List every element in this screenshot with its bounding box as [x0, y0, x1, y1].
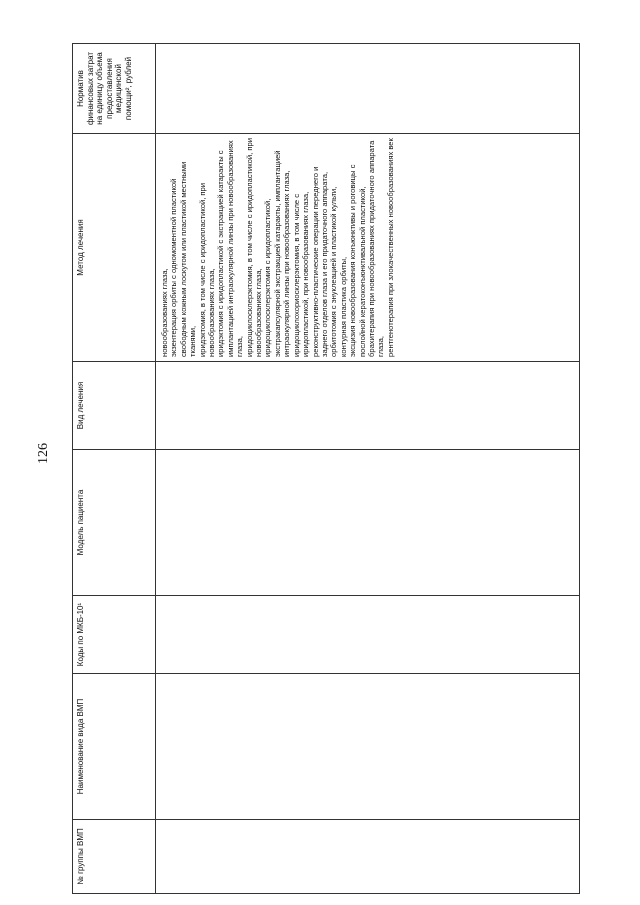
page-number: 126 — [36, 443, 51, 464]
cell-cost-norm — [156, 44, 580, 134]
method-item: иридоциклосклерэктомия, в том числе с иридопластикой, при новообразованиях глаза, — [244, 138, 264, 357]
cell-patient-model — [156, 450, 580, 596]
method-item: иридоциклохориосклерэктомия, в том числе с иридопластикой, при новообразованиях глаза, — [291, 191, 311, 357]
table-header-row — [73, 44, 156, 894]
method-item: иридэктомия, в том числе с иридопластикой, при новообразованиях глаза, — [197, 183, 217, 357]
header-treatment-method: Метод лечения — [73, 134, 156, 362]
vmp-table — [72, 43, 580, 894]
header-treatment-type: Вид лечения — [73, 362, 156, 450]
method-item: рентгенотерапия при злокачественных новообразованиях век — [385, 138, 395, 357]
cell-treatment-methods — [156, 134, 580, 362]
method-item: новообразованиях глаза, — [160, 268, 169, 357]
header-patient-model: Модель пациента — [73, 450, 156, 596]
method-item: экзентерация орбиты с одномоментной пластикой свободным кожным лоскутом или пластикой местными тканями, — [169, 161, 198, 357]
method-item: контурная пластика орбиты, — [338, 256, 348, 357]
method-item: иридэктомия с иридопластикой с экстракцией катаракты с имплантацией интраокулярной линзы при новообразованиях глаза, — [216, 140, 245, 357]
cell-mkb-codes — [156, 596, 580, 674]
header-mkb-codes: Коды по МКБ-10¹ — [73, 596, 156, 674]
cell-group-no — [156, 820, 580, 894]
vmp-table-rotated — [72, 44, 580, 894]
method-item: иридоциклосклерэктомия с иридопластикой, экстракапсулярной экстракцией катаракты, имплантацией интраокулярной линзы при новообразованиях глаза, — [263, 150, 292, 357]
header-cost-norm: Норматив финансовых затрат на единицу объема предоставления медицинской помощи², рублей — [73, 44, 156, 134]
cell-treatment-type — [156, 362, 580, 450]
method-item: реконструктивно-пластические операции переднего и заднего отделов глаза и его придаточного аппарата, — [310, 166, 329, 357]
method-item: орбитотомия с энуклеацией и пластикой культи, — [329, 186, 339, 357]
method-item: эксцизия новообразования конъюнктивы и роговицы с послойной кератоконъюнктивальной пластикой, — [348, 164, 367, 357]
method-item: брахитерапия при новообразованиях придаточного аппарата глаза, — [366, 140, 386, 357]
cell-vmp-name — [156, 674, 580, 820]
header-group-no: № группы ВМП — [73, 820, 156, 894]
table-row — [156, 44, 580, 894]
header-vmp-name: Наименование вида ВМП — [73, 674, 156, 820]
